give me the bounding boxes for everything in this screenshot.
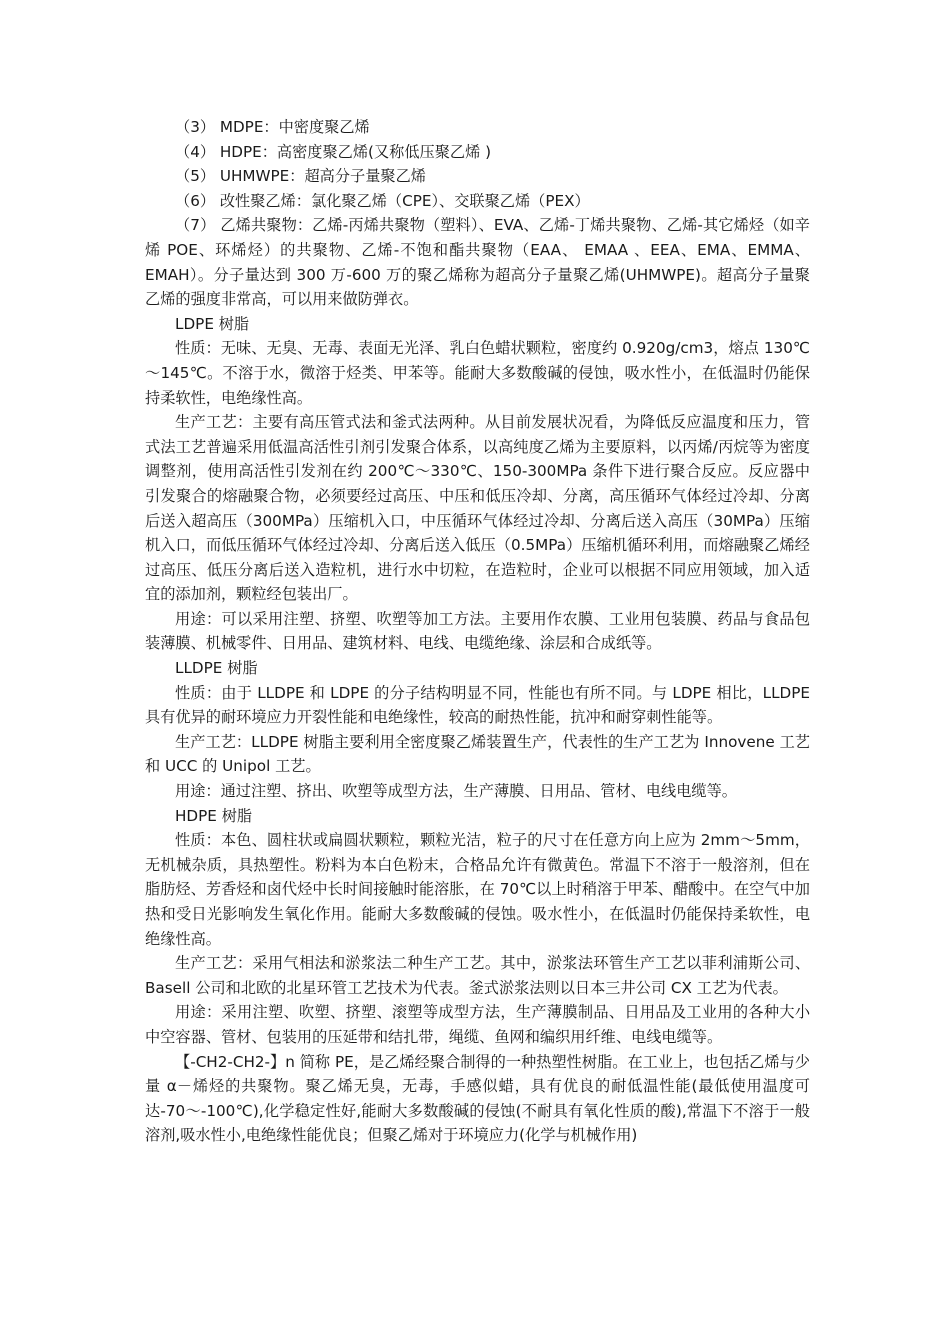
lldpe-process: 生产工艺：LLDPE 树脂主要利用全密度聚乙烯装置生产，代表性的生产工艺为 Innovene 工艺和 UCC 的 Unipol 工艺。: [145, 732, 810, 776]
lldpe-uses: 用途：通过注塑、挤出、吹塑等成型方法，生产薄膜、日用品、管材、电线电缆等。: [175, 782, 737, 801]
list-item-uhmwpe: （5） UHMWPE：超高分子量聚乙烯: [175, 167, 426, 186]
ldpe-process: 生产工艺：主要有高压管式法和釜式法两种。从目前发展状况看，为降低反应温度和压力，管式法工艺普遍采用低温高活性引剂引发聚合体系，以高纯度乙烯为主要原料，以丙烯/丙烷等为密度调整剂，使用高活性引发剂在约 200℃～330℃、150-300MPa 条件下进行聚合反应。反应器中引发聚合的熔融聚合物，必须要经过高压、中压和低压冷却、分离，高压循环气体经过冷却、分离后送入超高压（300MPa）压缩机入口，中压循环气体经过冷却、分离后送入高压（30MPa）压缩机入口，而低压循环气体经过冷却、分离后送入低压（0.5MPa）压缩机循环利用，而熔融聚乙烯经过高压、低压分离后送入造粒机，进行水中切粒，在造粒时，企业可以根据不同应用领域，加入适宜的添加剂，颗粒经包装出厂。: [145, 413, 810, 604]
lldpe-heading: LLDPE 树脂: [175, 659, 258, 678]
lldpe-properties: 性质：由于 LLDPE 和 LDPE 的分子结构明显不同，性能也有所不同。与 LDPE 相比，LLDPE 具有优异的耐环境应力开裂性能和电绝缘性，较高的耐热性能，抗冲和耐穿刺性能等。: [145, 683, 810, 727]
list-item-hdpe: （4） HDPE：高密度聚乙烯(又称低压聚乙烯 ): [175, 142, 492, 161]
ldpe-properties: 性质：无味、无臭、无毒、表面无光泽、乳白色蜡状颗粒，密度约 0.920g/cm3，熔点 130℃～145℃。不溶于水，微溶于烃类、甲苯等。能耐大多数酸碱的侵蚀，吸水性小，在低温时仍能保持柔软性，电绝缘性高。: [145, 339, 810, 407]
ldpe-heading: LDPE 树脂: [175, 314, 250, 333]
pe-summary-paragraph: 【-CH2-CH2-】n 简称 PE，是乙烯经聚合制得的一种热塑性树脂。在工业上，也包括乙烯与少量 α－烯烃的共聚物。聚乙烯无臭，无毒，手感似蜡，具有优良的耐低温性能(最低使用温度可达-70～-100℃),化学稳定性好,能耐大多数酸碱的侵蚀(不耐具有氧化性质的酸),常温下不溶于一般溶剂,吸水性小,电绝缘性能优良；但聚乙烯对于环境应力(化学与机械作用): [145, 1052, 810, 1145]
hdpe-heading: HDPE 树脂: [175, 806, 253, 825]
document-page: [145, 115, 810, 1148]
list-item-modified-pe: （6） 改性聚乙烯：氯化聚乙烯（CPE）、交联聚乙烯（PEX）: [175, 191, 590, 210]
list-item-mdpe: （3） MDPE：中密度聚乙烯: [175, 118, 370, 136]
ldpe-uses: 用途：可以采用注塑、挤塑、吹塑等加工方法。主要用作农膜、工业用包装膜、药品与食品包装薄膜、机械零件、日用品、建筑材料、电线、电缆绝缘、涂层和合成纸等。: [145, 609, 810, 653]
hdpe-properties: 性质：本色、圆柱状或扁圆状颗粒，颗粒光洁，粒子的尺寸在任意方向上应为 2mm～5mm，无机械杂质，具热塑性。粉料为本白色粉末，合格品允许有微黄色。常温下不溶于一般溶剂，但在脂肪烃、芳香烃和卤代烃中长时间接触时能溶胀，在 70℃以上时稍溶于甲苯、醋酸中。在空气中加热和受日光影响发生氧化作用。能耐大多数酸碱的侵蚀。吸水性小，在低温时仍能保持柔软性，电绝缘性高。: [145, 831, 810, 948]
hdpe-uses: 用途：采用注塑、吹塑、挤塑、滚塑等成型方法，生产薄膜制品、日用品及工业用的各种大小中空容器、管材、包装用的压延带和结扎带，绳缆、鱼网和编织用纤维、电线电缆等。: [145, 1003, 810, 1046]
hdpe-process: 生产工艺：采用气相法和淤浆法二种生产工艺。其中，淤浆法环管生产工艺以菲利浦斯公司、Basell 公司和北欧的北星环管工艺技术为代表。釜式淤浆法则以日本三井公司 CX 工艺为代表。: [145, 954, 810, 997]
list-item-copolymers: （7） 乙烯共聚物：乙烯-丙烯共聚物（塑料）、EVA、乙烯-丁烯共聚物、乙烯-其它烯烃（如辛烯 POE、环烯烃）的共聚物、乙烯-不饱和酯共聚物（EAA、 EMAA 、EEA、EMA、EMMA、EMAH）。分子量达到 300 万-600 万的聚乙烯称为超高分子量聚乙烯(UHMWPE)。超高分子量聚乙烯的强度非常高，可以用来做防弹衣。: [145, 216, 810, 309]
